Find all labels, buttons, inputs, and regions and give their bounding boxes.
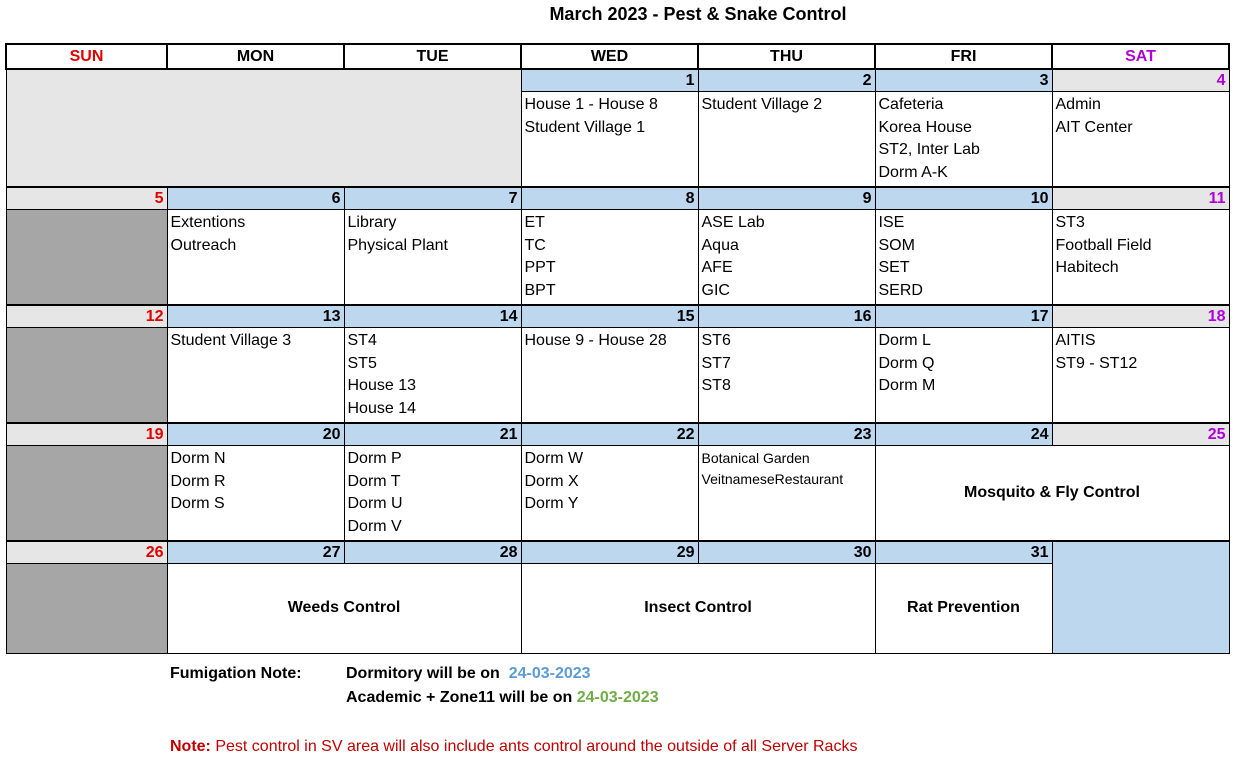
fumigation-label: Fumigation Note: (170, 665, 302, 682)
task-item: Dorm L (878, 332, 931, 349)
day-cell (875, 92, 1052, 188)
task-item: Botanical Garden (701, 450, 810, 466)
task-item: ISE (878, 214, 905, 231)
weekday-sun: SUN (6, 44, 167, 69)
task-item: Dorm W (524, 450, 584, 467)
sunday-block (6, 210, 167, 306)
day-cell (167, 446, 344, 542)
day-cell (698, 328, 875, 424)
task-item: Aqua (701, 236, 739, 254)
week2-body-row (6, 210, 1229, 306)
task-item: Student Village 3 (170, 332, 292, 349)
calendar-title: March 2023 - Pest & Snake Control (549, 4, 847, 24)
day-cell (698, 210, 875, 306)
academic-note (346, 689, 659, 707)
task-item: House 13 (347, 377, 416, 394)
task-item: ST7 (701, 354, 731, 372)
day-number: 6 (167, 187, 344, 210)
day-number: 21 (344, 423, 521, 446)
day-number: 13 (167, 305, 344, 328)
insect-control-event: Insect Control (521, 564, 875, 654)
task-item: ST4 (347, 332, 377, 349)
empty-day-block (1052, 541, 1229, 654)
task-item: Library (347, 214, 397, 231)
day-number: 15 (521, 305, 698, 328)
empty-days-block (6, 69, 521, 187)
weekday-fri: FRI (875, 44, 1052, 69)
task-item: Dorm X (524, 472, 579, 490)
weekday-thu: THU (698, 44, 875, 69)
day-number: 22 (521, 423, 698, 446)
day-number-sat: 4 (1052, 69, 1229, 92)
task-item: Student Village 2 (701, 96, 823, 113)
note-text: Pest control in SV area will also include ants control around the outside of all Server Racks (215, 738, 858, 755)
dormitory-text: Dormitory will be on (346, 665, 500, 682)
week2-number-row (6, 187, 1229, 210)
sunday-block (6, 328, 167, 424)
week3-body-row (6, 328, 1229, 424)
task-item: Habitech (1055, 259, 1119, 276)
task-item: Dorm T (347, 472, 401, 490)
task-item: Dorm U (347, 495, 403, 512)
task-item: TC (524, 236, 546, 254)
task-item: ST5 (347, 354, 377, 372)
day-number: 3 (875, 69, 1052, 92)
week5-number-row (6, 541, 1229, 564)
day-cell (1052, 210, 1229, 306)
task-item: House 1 - House 8 (524, 96, 658, 113)
day-number: 14 (344, 305, 521, 328)
task-item: Dorm Q (878, 354, 935, 372)
task-item: Dorm S (170, 495, 225, 512)
task-item: ST9 - ST12 (1055, 354, 1138, 372)
task-item: VeitnameseRestaurant (701, 471, 844, 487)
day-number: 8 (521, 187, 698, 210)
day-cell (875, 328, 1052, 424)
task-item: Dorm V (347, 517, 402, 535)
day-number: 27 (167, 541, 344, 564)
day-number-sat: 18 (1052, 305, 1229, 328)
dormitory-note (346, 665, 591, 683)
day-number: 10 (875, 187, 1052, 210)
day-cell (875, 210, 1052, 306)
weekday-wed: WED (521, 44, 698, 69)
day-number-sun: 26 (6, 541, 167, 564)
day-cell (521, 210, 698, 306)
task-item: SERD (878, 281, 923, 299)
academic-text: Academic + Zone11 will be on (346, 689, 573, 706)
day-number: 16 (698, 305, 875, 328)
weekday-tue: TUE (344, 44, 521, 69)
task-item: BPT (524, 281, 556, 299)
task-item: AITIS (1055, 332, 1096, 349)
day-number: 24 (875, 423, 1052, 446)
week5-body-row (6, 564, 1229, 654)
day-cell (698, 446, 875, 542)
task-item: ET (524, 214, 545, 231)
task-item: Korea House (878, 118, 972, 136)
day-number: 31 (875, 541, 1052, 564)
day-cell (521, 446, 698, 542)
week1-number-row (6, 69, 1229, 92)
week3-number-row (6, 305, 1229, 328)
dormitory-date: 24-03-2023 (508, 665, 591, 682)
task-item: Football Field (1055, 236, 1152, 254)
week4-number-row (6, 423, 1229, 446)
task-item: Dorm R (170, 472, 226, 490)
day-number: 7 (344, 187, 521, 210)
task-item: Dorm P (347, 450, 402, 467)
day-number-sat: 11 (1052, 187, 1229, 210)
task-item: ST6 (701, 332, 731, 349)
day-cell (167, 328, 344, 424)
task-item: Physical Plant (347, 236, 448, 254)
academic-date: 24-03-2023 (576, 689, 659, 706)
task-item: Admin (1055, 96, 1101, 113)
weekday-sat: SAT (1052, 44, 1229, 69)
day-number-sat: 25 (1052, 423, 1229, 446)
task-item: SET (878, 259, 910, 276)
day-cell (698, 92, 875, 188)
day-number: 23 (698, 423, 875, 446)
task-item: Dorm Y (524, 495, 579, 512)
task-item: ST2, Inter Lab (878, 141, 980, 158)
task-item: AIT Center (1055, 118, 1133, 136)
sunday-block (6, 564, 167, 654)
task-item: SOM (878, 236, 915, 254)
day-cell (1052, 92, 1229, 188)
day-number-sun: 12 (6, 305, 167, 328)
task-item: Dorm M (878, 377, 936, 394)
day-cell (521, 328, 698, 424)
sunday-block (6, 446, 167, 542)
day-cell (344, 210, 521, 306)
task-item: House 9 - House 28 (524, 332, 667, 349)
day-number: 20 (167, 423, 344, 446)
day-number: 9 (698, 187, 875, 210)
day-number: 30 (698, 541, 875, 564)
task-item: Extentions (170, 214, 246, 231)
task-item: PPT (524, 259, 556, 276)
note-label: Note: (170, 738, 211, 755)
task-item: House 14 (347, 399, 416, 417)
task-item: Student Village 1 (524, 118, 646, 136)
day-number: 29 (521, 541, 698, 564)
task-item: Outreach (170, 236, 237, 254)
day-cell (1052, 328, 1229, 424)
day-cell (344, 446, 521, 542)
calendar-grid (5, 43, 1230, 654)
task-item: ST3 (1055, 214, 1085, 231)
day-number-sun: 19 (6, 423, 167, 446)
task-item: ST8 (701, 377, 731, 394)
day-number-sun: 5 (6, 187, 167, 210)
task-item: AFE (701, 259, 733, 276)
task-item: GIC (701, 281, 730, 299)
day-number: 28 (344, 541, 521, 564)
day-cell (167, 210, 344, 306)
day-cell (521, 92, 698, 188)
weeds-control-event: Weeds Control (167, 564, 521, 654)
day-cell (344, 328, 521, 424)
day-number: 1 (521, 69, 698, 92)
day-number: 17 (875, 305, 1052, 328)
sv-area-note (170, 738, 857, 756)
rat-prevention-event: Rat Prevention (875, 564, 1052, 654)
weekday-header-row (6, 44, 1229, 69)
task-item: Dorm A-K (878, 163, 948, 181)
task-item: Dorm N (170, 450, 226, 467)
day-number: 2 (698, 69, 875, 92)
task-item: Cafeteria (878, 96, 944, 113)
task-item: ASE Lab (701, 214, 765, 231)
week4-body-row (6, 446, 1229, 542)
weekday-mon: MON (167, 44, 344, 69)
mosquito-fly-control-event: Mosquito & Fly Control (875, 446, 1229, 542)
